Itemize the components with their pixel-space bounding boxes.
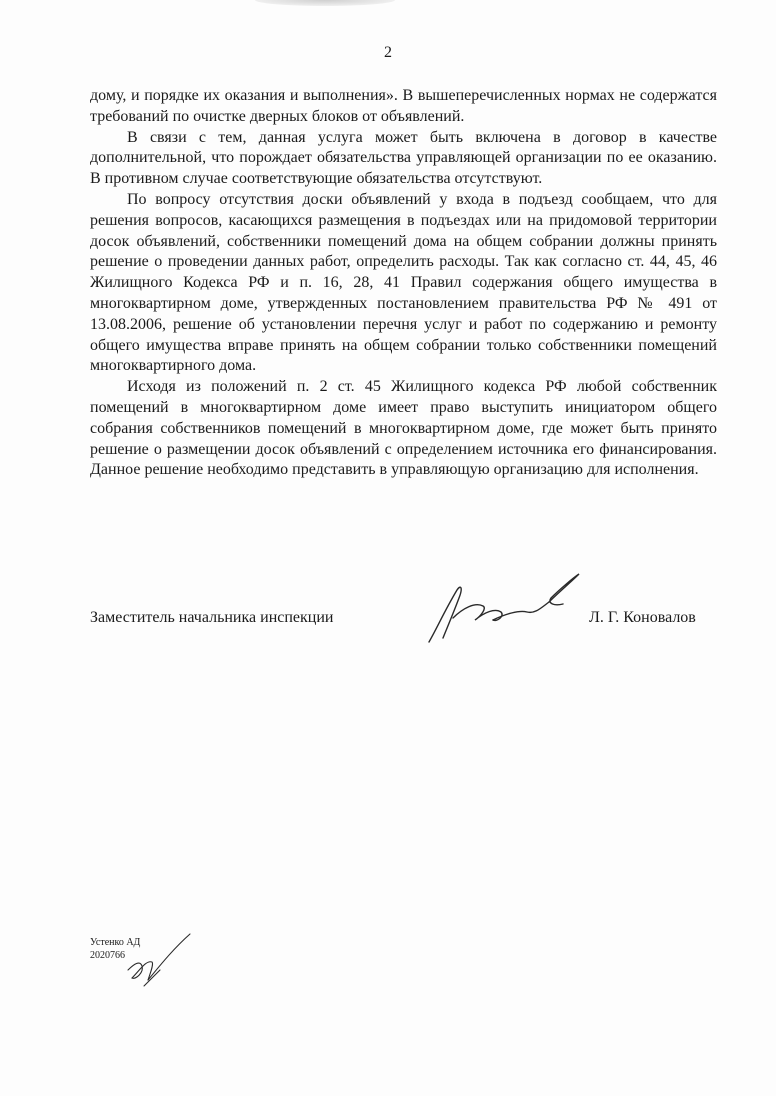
paragraph-continuation: дому, и порядке их оказания и выполнения». В вышеперечисленных нормах не содержатся требований по очистке дверных блоков от объявлений. — [90, 87, 717, 125]
paragraph-service-contract: В связи с тем, данная услуга может быть включена в договор в качестве дополнительной, что порождает обязательства управляющей организации по ее оказанию. В противном случае соответствующие обязательства отсутствуют. — [90, 128, 717, 188]
page-number: 2 — [384, 44, 392, 61]
executor-initials-signature — [124, 930, 194, 990]
executor-phone: 2020766 — [90, 950, 125, 961]
paragraph-owners-meeting: Исходя из положений п. 2 ст. 45 Жилищного кодекса РФ любой собственник помещений в многоквартирном доме имеет право выступить инициатором общего собрания собственников помещений в многоквартирном доме, где может быть принято решение о размещении досок объявлений с определением источника его финансирования. Данное решение необходимо представить в управляющую организацию для исполнения. — [90, 378, 717, 479]
signatory-position: Заместитель начальника инспекции — [90, 609, 334, 626]
scan-artifact — [255, 0, 395, 6]
letter-body — [90, 86, 717, 481]
signatory-name: Л. Г. Коновалов — [589, 609, 696, 626]
handwritten-signature — [423, 568, 583, 648]
executor-name: Устенко АД — [90, 937, 141, 948]
paragraph-notice-board: По вопросу отсутствия доски объявлений у входа в подъезд сообщаем, что для решения вопросов, касающихся размещения в подъездах или на придомовой территории досок объявлений, собственники помещений дома на общем собрании должны принять решение о проведении данных работ, определить расходы. Так как согласно ст. 44, 45, 46 Жилищного Кодекса РФ и п. 16, 28, 41 Правил содержания общего имущества в многоквартирном доме, утвержденных постановлением правительства РФ № 491 от 13.08.2006, решение об установлении перечня услуг и работ по содержанию и ремонту общего имущества вправе принять на общем собрании только собственники помещений многоквартирного дома. — [90, 190, 717, 375]
